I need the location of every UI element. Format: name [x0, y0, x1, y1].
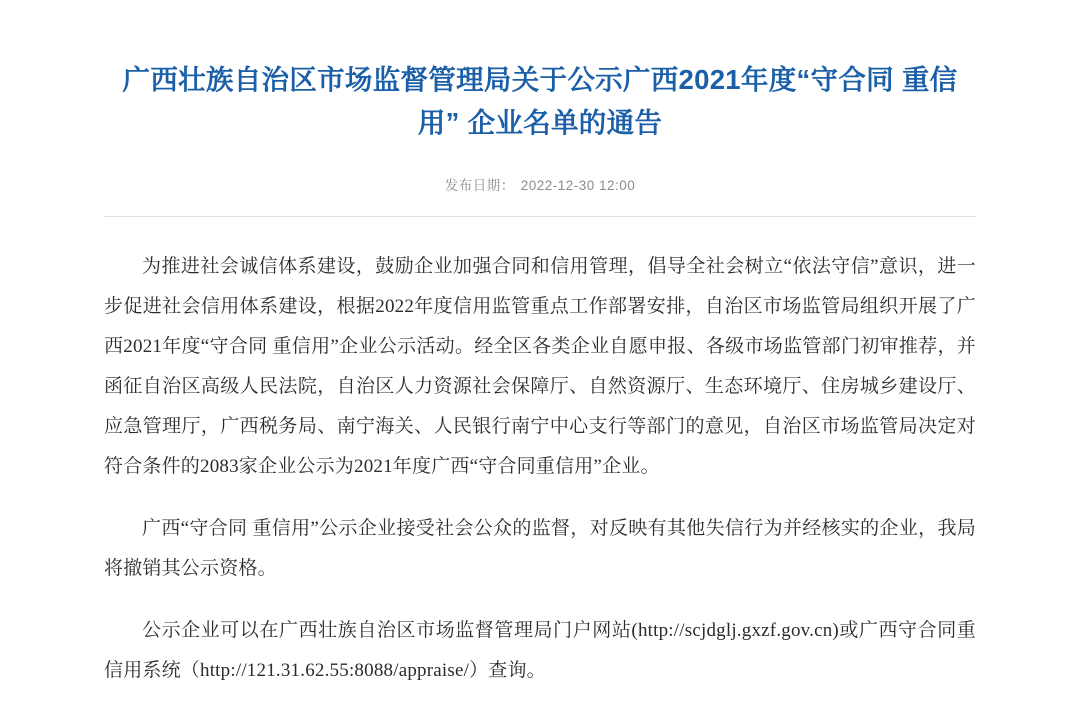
paragraph: 公示企业可以在广西壮族自治区市场监督管理局门户网站(http://scjdglj.gxzf.gov.cn)或广西守合同重信用系统（http://121.31.62.55:8088/appraise/）查询。: [104, 620, 976, 681]
paragraph: 广西“守合同 重信用”公示企业接受社会公众的监督，对反映有其他失信行为并经核实的企业，我局将撤销其公示资格。: [104, 518, 976, 579]
document-body: [104, 247, 976, 691]
header-divider: [104, 216, 976, 217]
publish-date-label: 发布日期：: [444, 178, 515, 193]
page-title: 广西壮族自治区市场监督管理局关于公示广西2021年度“守合同 重信用” 企业名单的通告: [122, 64, 958, 138]
publish-date-value: 2022-12-30 12:00: [520, 178, 636, 193]
paragraph: 为推进社会诚信体系建设，鼓励企业加强合同和信用管理，倡导全社会树立“依法守信”意识，进一步促进社会信用体系建设，根据2022年度信用监管重点工作部署安排，自治区市场监管局组织开展了广西2021年度“守合同 重信用”企业公示活动。经全区各类企业自愿申报、各级市场监管部门初审推荐，并函征自治区高级人民法院，自治区人力资源社会保障厅、自然资源厅、生态环境厅、住房城乡建设厅、应急管理厅，广西税务局、南宁海关、人民银行南宁中心支行等部门的意见，自治区市场监管局决定对符合条件的2083家企业公示为2021年度广西“守合同重信用”企业。: [104, 256, 976, 477]
publish-meta: [104, 174, 976, 194]
